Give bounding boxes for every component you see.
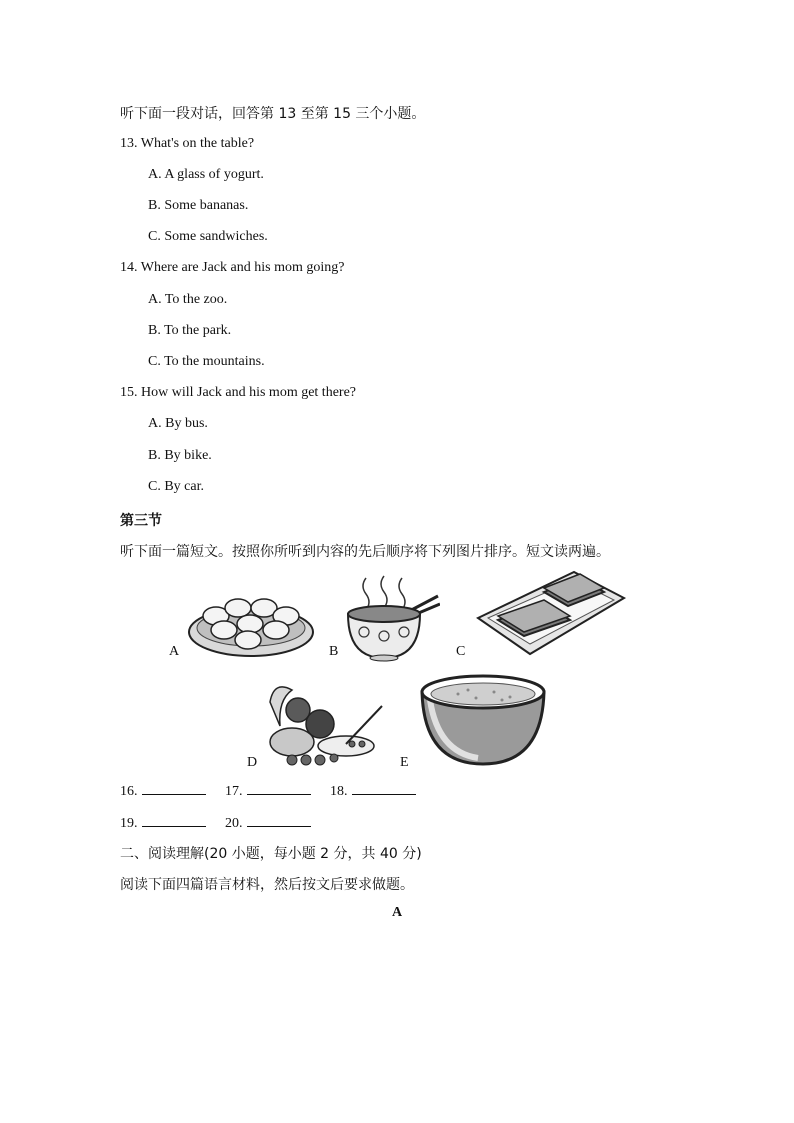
blank-number-19: 19. xyxy=(120,816,138,831)
dumplings-plate-icon xyxy=(186,588,316,660)
noodle-bowl-icon xyxy=(344,574,440,662)
blank-line-19 xyxy=(142,812,206,827)
blank-number-18: 18. xyxy=(330,784,348,799)
fruit-salad-icon xyxy=(262,680,386,766)
question-14-option-b: B. To the park. xyxy=(148,323,232,338)
picture-label-b: B xyxy=(329,644,339,659)
sandwich-tray-icon xyxy=(474,568,628,658)
picture-label-d: D xyxy=(247,755,258,770)
listening-dialogue-instruction: 听下面一段对话，回答第 13 至第 15 三个小题。 xyxy=(120,106,426,122)
passage-a-label: A xyxy=(391,905,403,920)
question-13-option-b: B. Some bananas. xyxy=(148,198,249,213)
question-15-option-b: B. By bike. xyxy=(148,448,212,463)
picture-label-e: E xyxy=(400,755,409,770)
answer-blanks-row-2 xyxy=(120,812,327,832)
answer-blank-16[interactable] xyxy=(120,780,206,800)
picture-label-a: A xyxy=(169,644,180,659)
question-14: 14. Where are Jack and his mom going? xyxy=(120,260,345,275)
question-15-option-a: A. By bus. xyxy=(148,416,208,431)
question-15-option-c: C. By car. xyxy=(148,479,204,494)
answer-blank-17[interactable] xyxy=(225,780,311,800)
answer-blank-20[interactable] xyxy=(225,812,311,832)
blank-number-16: 16. xyxy=(120,784,138,799)
porridge-bowl-icon xyxy=(418,672,548,766)
question-14-option-a: A. To the zoo. xyxy=(148,292,228,307)
answer-blanks-row-1 xyxy=(120,780,432,800)
section-3-title: 第三节 xyxy=(120,513,162,529)
blank-line-20 xyxy=(247,812,311,827)
question-15: 15. How will Jack and his mom get there? xyxy=(120,385,357,400)
section-3-instruction: 听下面一篇短文。按照你所听到内容的先后顺序将下列图片排序。短文读两遍。 xyxy=(120,544,610,560)
part-2-title: 二、阅读理解(20 小题，每小题 2 分，共 40 分) xyxy=(120,846,422,862)
blank-line-17 xyxy=(247,780,311,795)
question-13: 13. What's on the table? xyxy=(120,136,255,151)
answer-blank-19[interactable] xyxy=(120,812,206,832)
blank-number-17: 17. xyxy=(225,784,243,799)
picture-label-c: C xyxy=(456,644,466,659)
part-2-instruction: 阅读下面四篇语言材料，然后按文后要求做题。 xyxy=(120,877,414,893)
question-13-option-a: A. A glass of yogurt. xyxy=(148,167,264,182)
answer-blank-18[interactable] xyxy=(330,780,416,800)
blank-line-18 xyxy=(352,780,416,795)
question-14-option-c: C. To the mountains. xyxy=(148,354,265,369)
blank-number-20: 20. xyxy=(225,816,243,831)
blank-line-16 xyxy=(142,780,206,795)
question-13-option-c: C. Some sandwiches. xyxy=(148,229,268,244)
